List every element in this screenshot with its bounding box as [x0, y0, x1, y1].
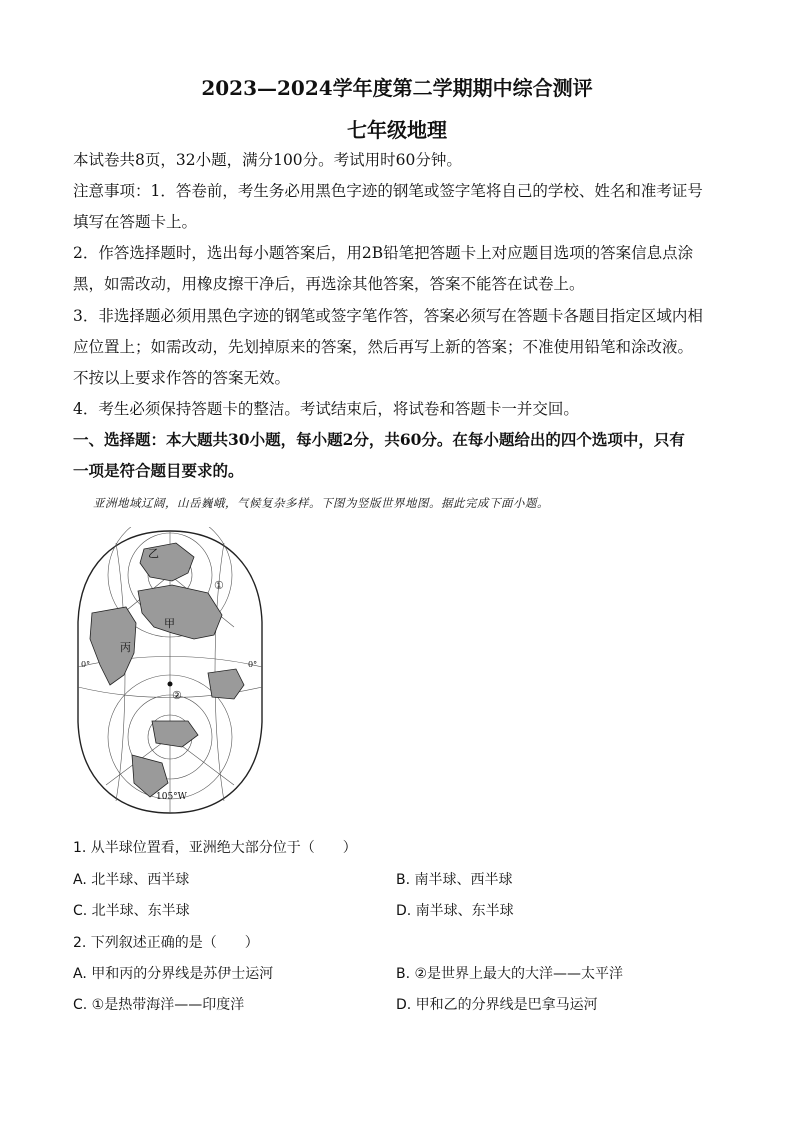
question-1-option-a[interactable]: A. 北半球、西半球: [73, 872, 190, 888]
notice-line-b: 填写在答题卡上。: [73, 213, 198, 231]
question-1-option-d[interactable]: D. 南半球、东半球: [396, 903, 514, 919]
question-2-option-c[interactable]: C. ①是热带海洋——印度洋: [73, 997, 245, 1013]
notice-item-3b: 应位置上；如需改动，先划掉原来的答案，然后再写上新的答案；不准使用铅笔和涂改液。: [73, 338, 694, 356]
exam-title: 2023—2024学年度第二学期期中综合测评: [201, 76, 593, 100]
question-1-option-b[interactable]: B. 南半球、西半球: [396, 872, 513, 888]
notice-item-4: 4．考生必须保持答题卡的整洁。考试结束后，将试卷和答题卡一并交回。: [73, 400, 579, 418]
instruction-line-1: 本试卷共8页，32小题，满分100分。考试用时60分钟。: [73, 151, 462, 169]
notice-item-2a: 2．作答选择题时，选出每小题答案后，用2B铅笔把答题卡上对应题目选项的答案信息点涂: [73, 244, 694, 262]
map-label-bing: 丙: [120, 641, 131, 654]
question-2-option-d[interactable]: D. 甲和乙的分界线是巴拿马运河: [396, 997, 598, 1013]
map-label-zero-left: 0°: [81, 660, 91, 669]
map-label-105w: 105°W: [156, 792, 187, 802]
map-label-jia: 甲: [164, 617, 175, 630]
map-center-dot: [168, 682, 173, 687]
section-heading-b: 一项是符合题目要求的。: [73, 461, 244, 480]
map-label-circled-1: ①: [214, 579, 224, 592]
question-2-option-b[interactable]: B. ②是世界上最大的大洋——太平洋: [396, 966, 624, 982]
question-2-option-a[interactable]: A. 甲和丙的分界线是苏伊士运河: [73, 966, 274, 982]
section-heading-a: 一、选择题：本大题共30小题，每小题2分，共60分。在每小题给出的四个选项中，只有: [73, 430, 685, 449]
notice-item-3c: 不按以上要求作答的答案无效。: [73, 369, 291, 387]
world-map-vertical: [76, 527, 264, 817]
notice-item-2b: 黑，如需改动，用橡皮擦干净后，再选涂其他答案，答案不能答在试卷上。: [73, 275, 585, 293]
notice-item-3a: 3．非选择题必须用黑色字迹的钢笔或签字笔作答，答案必须写在答题卡各题目指定区域内相: [73, 307, 703, 325]
map-intro: 亚洲地域辽阔，山岳巍峨，气候复杂多样。下图为竖版世界地图。据此完成下面小题。: [93, 496, 549, 510]
question-2-stem: 2. 下列叙述正确的是（ ）: [73, 935, 259, 951]
question-1-option-c[interactable]: C. 北半球、东半球: [73, 903, 190, 919]
notice-line-a: 注意事项：1．答卷前，考生务必用黑色字迹的钢笔或签字笔将自己的学校、姓名和准考证号: [73, 182, 703, 200]
map-label-yi: 乙: [148, 547, 159, 560]
map-label-zero-right: 0°: [248, 660, 258, 669]
exam-subtitle: 七年级地理: [347, 118, 447, 142]
map-label-circled-2: ②: [172, 689, 182, 702]
question-1-stem: 1. 从半球位置看，亚洲绝大部分位于（ ）: [73, 840, 357, 856]
